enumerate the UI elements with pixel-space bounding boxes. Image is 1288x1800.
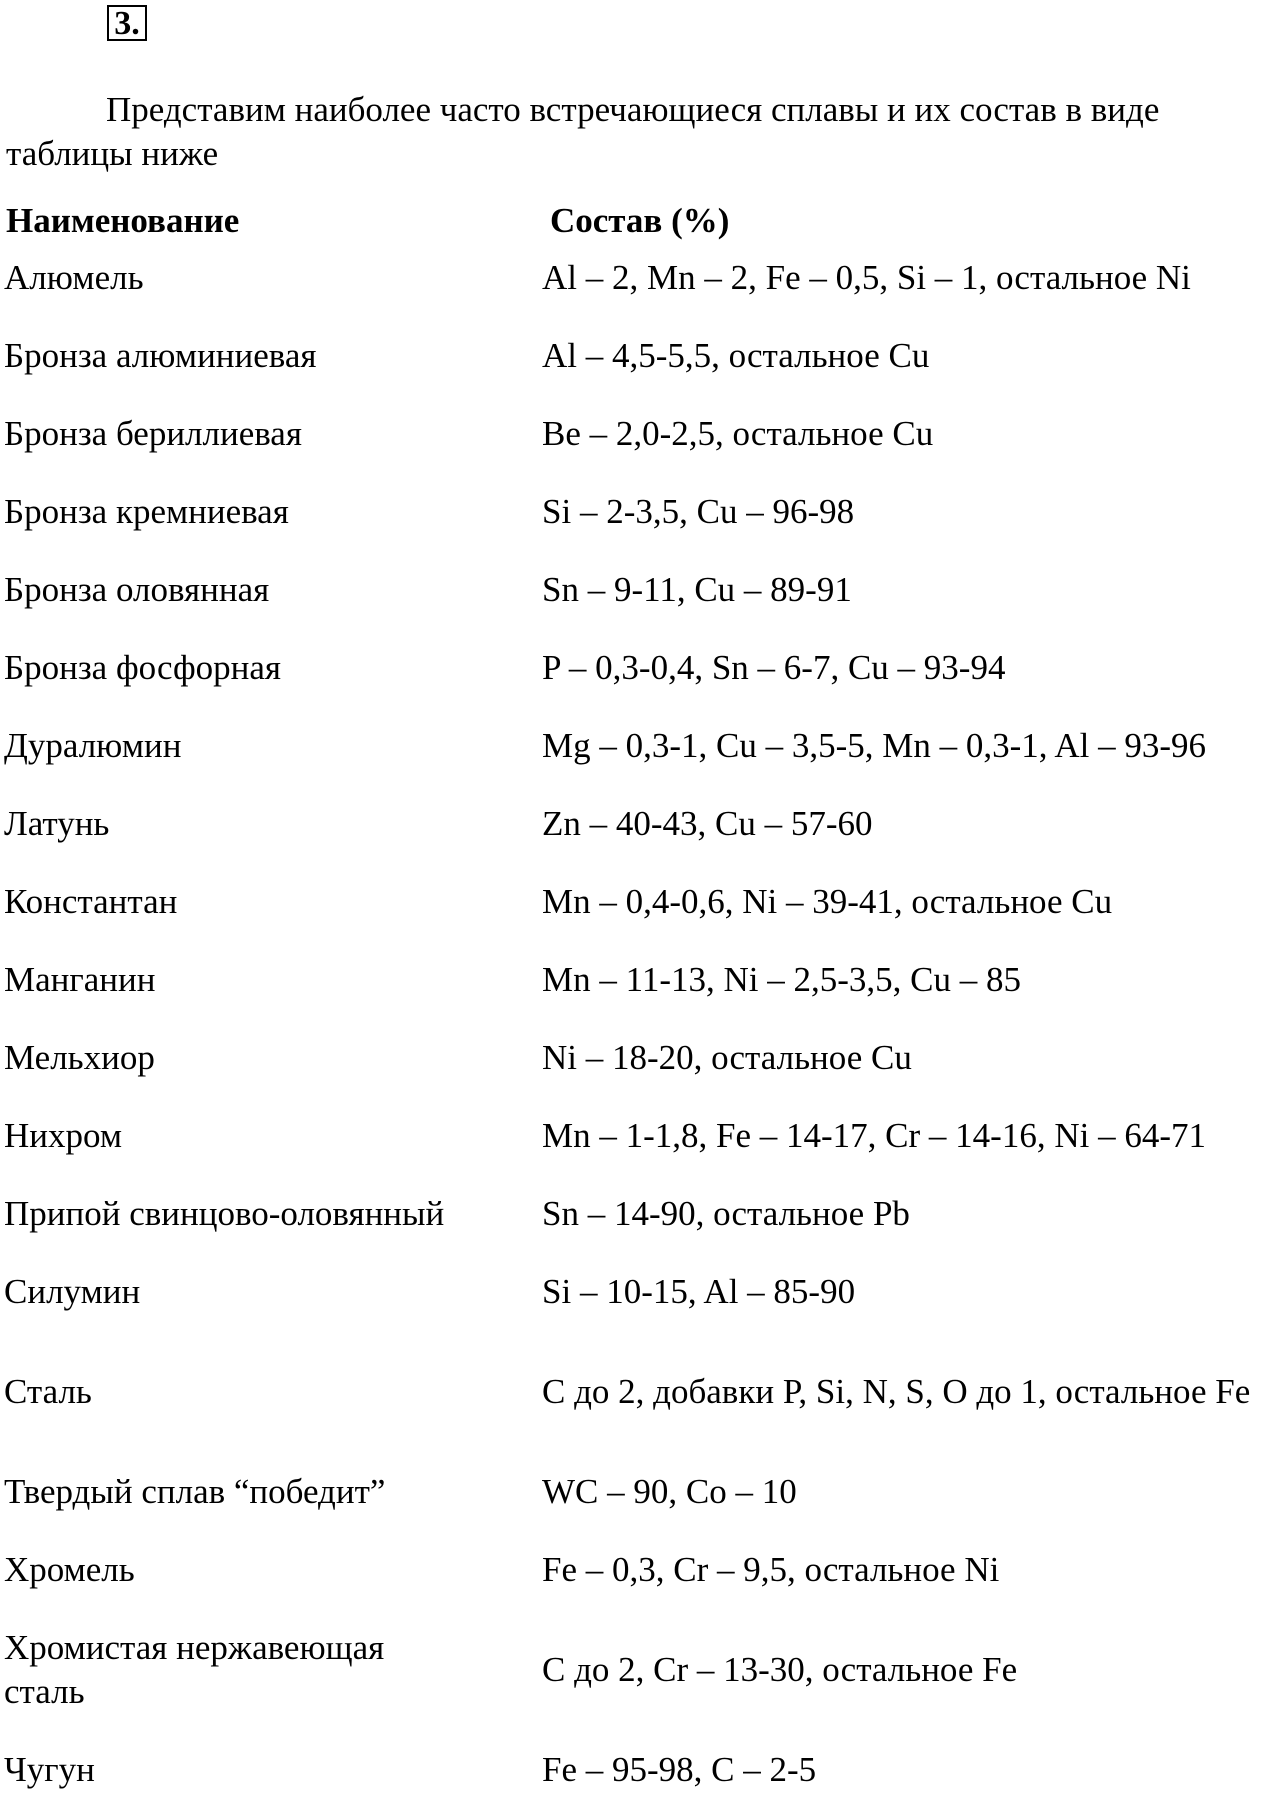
alloy-name: Латунь: [4, 804, 110, 843]
alloy-name: Бронза оловянная: [4, 570, 270, 609]
alloy-name: Припой свинцово-оловянный: [4, 1194, 445, 1233]
alloy-name: Хромель: [4, 1550, 135, 1589]
table-row: [0, 1270, 1288, 1314]
alloy-composition: Mn – 1-1,8, Fe – 14-17, Cr – 14-16, Ni – 64-71: [542, 1116, 1206, 1155]
alloy-composition: WC – 90, Co – 10: [542, 1472, 797, 1511]
intro-paragraph: Представим наиболее часто встречающиеся сплавы и их состав в виде таблицы ниже: [6, 90, 1160, 173]
table-row: [0, 1748, 1288, 1792]
header-composition: Состав (%): [550, 201, 730, 240]
alloy-composition: Mn – 0,4-0,6, Ni – 39-41, остальное Cu: [542, 882, 1113, 921]
table-row: [0, 1114, 1288, 1158]
alloy-name: Мельхиор: [4, 1038, 155, 1077]
alloy-name: Константан: [4, 882, 178, 921]
alloy-name: Бронза кремниевая: [4, 492, 289, 531]
alloy-name: Нихром: [4, 1116, 122, 1155]
alloy-name: Дуралюмин: [4, 726, 182, 765]
alloy-composition: C до 2, добавки P, Si, N, S, O до 1, остальное Fe: [542, 1372, 1251, 1411]
alloy-name: Бронза алюминиевая: [4, 336, 317, 375]
header-name: Наименование: [6, 201, 240, 240]
table-row: [0, 412, 1288, 456]
alloy-name: Чугун: [4, 1750, 95, 1789]
alloy-name: Силумин: [4, 1272, 141, 1311]
alloy-name: Бронза фосфорная: [4, 648, 281, 687]
alloy-name: Алюмель: [4, 258, 144, 297]
table-row: [0, 802, 1288, 846]
alloy-composition: Be – 2,0-2,5, остальное Cu: [542, 414, 934, 453]
alloy-composition: Si – 10-15, Al – 85-90: [542, 1272, 856, 1311]
table-row: [0, 1348, 1288, 1436]
alloy-name: Твердый сплав “победит”: [4, 1472, 386, 1511]
table-row: [0, 1036, 1288, 1080]
alloy-composition: Al – 2, Mn – 2, Fe – 0,5, Si – 1, остальное Ni: [542, 258, 1191, 297]
table-row: [0, 568, 1288, 612]
table-row: [0, 646, 1288, 690]
alloy-name: Хромистая нержавеющая сталь: [4, 1628, 385, 1711]
table-row: [0, 490, 1288, 534]
table-row: [0, 1470, 1288, 1514]
task-number-box: 3.: [107, 5, 147, 41]
alloy-composition: Si – 2-3,5, Cu – 96-98: [542, 492, 855, 531]
alloy-composition: P – 0,3-0,4, Sn – 6-7, Cu – 93-94: [542, 648, 1006, 687]
table-row: [0, 334, 1288, 378]
table-row: [0, 1626, 1288, 1714]
alloy-name: Манганин: [4, 960, 156, 999]
alloy-composition: Al – 4,5-5,5, остальное Cu: [542, 336, 930, 375]
alloy-composition: Zn – 40-43, Cu – 57-60: [542, 804, 873, 843]
table-row: [0, 958, 1288, 1002]
table-row: [0, 880, 1288, 924]
table-header-row: [6, 196, 1282, 246]
alloy-composition: Fe – 0,3, Cr – 9,5, остальное Ni: [542, 1550, 1000, 1589]
alloy-composition: Mn – 11-13, Ni – 2,5-3,5, Cu – 85: [542, 960, 1021, 999]
table-row: [0, 256, 1288, 300]
alloy-name: Бронза бериллиевая: [4, 414, 302, 453]
table-row: [0, 1192, 1288, 1236]
alloy-composition: Sn – 9-11, Cu – 89-91: [542, 570, 852, 609]
table-row: [0, 724, 1288, 768]
table-row: [0, 1548, 1288, 1592]
alloy-composition: Mg – 0,3-1, Cu – 3,5-5, Mn – 0,3-1, Al – 93-96: [542, 726, 1207, 765]
alloy-composition: Sn – 14-90, остальное Pb: [542, 1194, 910, 1233]
alloy-name: Сталь: [4, 1372, 92, 1411]
alloy-composition: Ni – 18-20, остальное Cu: [542, 1038, 912, 1077]
alloy-composition: Fe – 95-98, C – 2-5: [542, 1750, 817, 1789]
alloy-composition: C до 2, Cr – 13-30, остальное Fe: [542, 1650, 1018, 1689]
